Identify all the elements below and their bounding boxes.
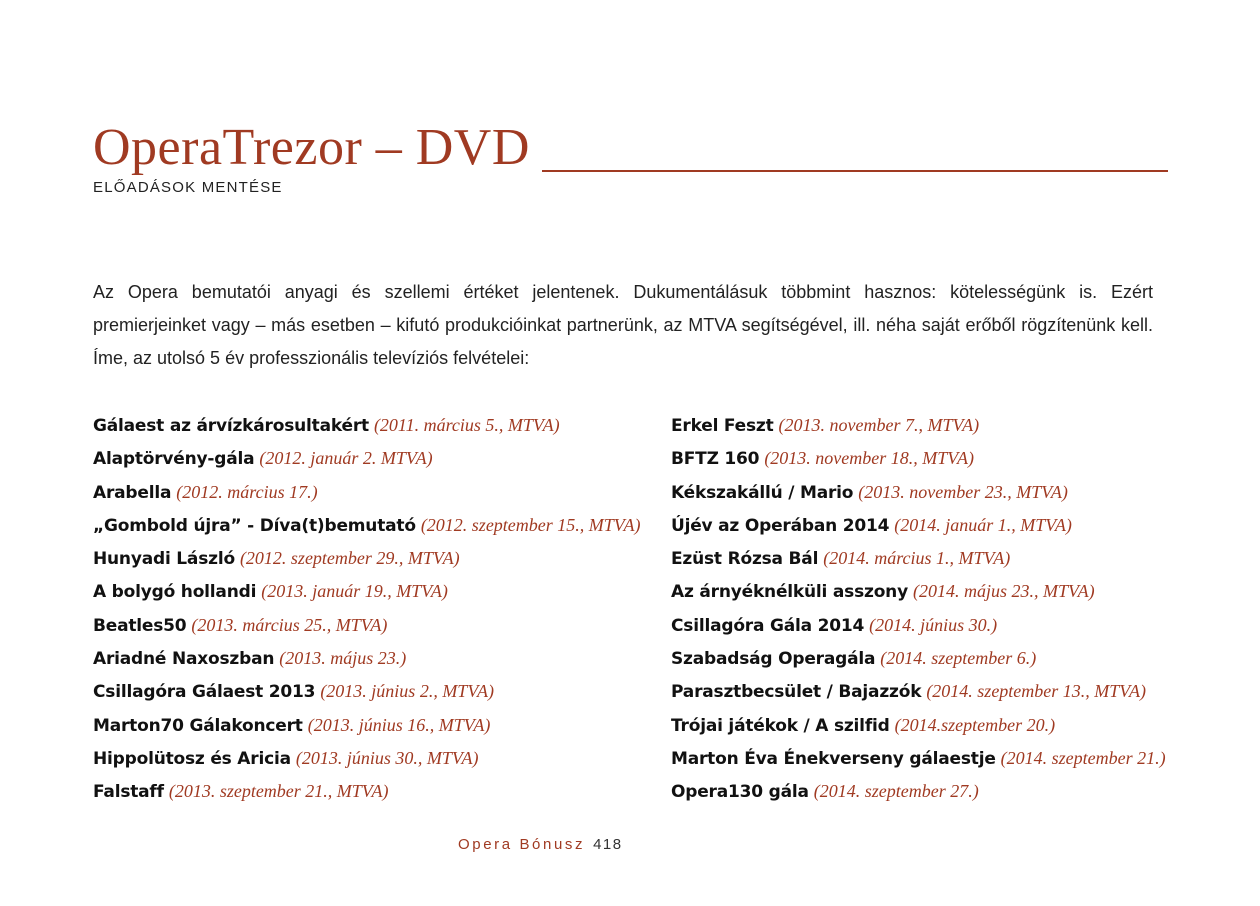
item-title: Szabadság Operagála bbox=[671, 649, 876, 670]
item-date: (2013. január 19., MTVA) bbox=[261, 581, 448, 602]
item-title: Arabella bbox=[93, 482, 172, 503]
item-date: (2014. május 23., MTVA) bbox=[912, 581, 1095, 602]
list-item bbox=[671, 642, 1231, 675]
item-title: Alaptörvény-gála bbox=[93, 449, 255, 470]
list-item bbox=[93, 575, 668, 608]
item-title: A bolygó hollandi bbox=[93, 582, 257, 603]
item-title: Marton70 Gálakoncert bbox=[93, 715, 303, 736]
intro-paragraph: Az Opera bemutatói anyagi és szellemi értéket jelentenek. Dukumentálásuk többmint hasznos: kötelességünk is. Ezért premierjeinket vagy – más esetben – kifutó produkcióinkat partnerünk, az MTVA segítségével, ill. néha saját erőből rögzítenünk kell. Íme, az utolsó 5 év professzionális televíziós felvételei: bbox=[93, 282, 1153, 368]
page-header bbox=[93, 118, 1168, 228]
item-date: (2014. szeptember 13., MTVA) bbox=[926, 681, 1146, 702]
item-date: (2014.szeptember 20.) bbox=[894, 714, 1056, 735]
item-title: Csillagóra Gála 2014 bbox=[671, 615, 865, 636]
page-number: 418 bbox=[593, 836, 623, 853]
page-footer bbox=[458, 836, 623, 853]
list-item bbox=[93, 742, 668, 775]
item-date: (2013. november 18., MTVA) bbox=[764, 448, 974, 469]
item-title: Ezüst Rózsa Bál bbox=[671, 549, 819, 570]
list-item bbox=[93, 775, 668, 808]
item-title: Újév az Operában 2014 bbox=[671, 515, 890, 536]
item-title: Kékszakállú / Mario bbox=[671, 482, 854, 503]
item-date: (2014. március 1., MTVA) bbox=[823, 548, 1011, 569]
list-item bbox=[671, 542, 1231, 575]
list-item bbox=[93, 642, 668, 675]
item-date: (2013. november 7., MTVA) bbox=[778, 415, 980, 435]
footer-label: Opera Bónusz bbox=[458, 836, 586, 853]
item-title: Ariadné Naxoszban bbox=[93, 649, 275, 670]
list-item bbox=[671, 742, 1231, 775]
item-title: Opera130 gála bbox=[671, 782, 809, 803]
list-item bbox=[671, 409, 1231, 442]
item-date: (2014. szeptember 21.) bbox=[1000, 747, 1166, 768]
item-date: (2013. november 23., MTVA) bbox=[858, 481, 1068, 502]
item-date: (2014. január 1., MTVA) bbox=[894, 514, 1072, 535]
item-title: Trójai játékok / A szilfid bbox=[671, 715, 890, 736]
list-item bbox=[671, 709, 1231, 742]
item-date: (2012. szeptember 15., MTVA) bbox=[420, 514, 641, 535]
recordings-list-right bbox=[671, 409, 1231, 809]
item-title: Beatles50 bbox=[93, 615, 187, 636]
list-item bbox=[671, 509, 1231, 542]
list-item bbox=[93, 509, 668, 542]
list-item bbox=[671, 609, 1231, 642]
item-title: „Gombold újra” - Díva(t)bemutató bbox=[93, 515, 416, 536]
item-date: (2012. szeptember 29., MTVA) bbox=[239, 548, 460, 569]
page-title: OperaTrezor – DVD bbox=[93, 119, 530, 176]
list-item bbox=[671, 775, 1231, 808]
item-date: (2013. június 2., MTVA) bbox=[320, 681, 494, 702]
item-date: (2012. január 2. MTVA) bbox=[259, 448, 433, 469]
item-title: Parasztbecsület / Bajazzók bbox=[671, 682, 922, 703]
title-row bbox=[93, 118, 1168, 178]
item-title: Csillagóra Gálaest 2013 bbox=[93, 682, 316, 703]
list-item bbox=[671, 476, 1231, 509]
list-item bbox=[93, 476, 668, 509]
recordings-list-left bbox=[93, 409, 668, 809]
item-date: (2014. szeptember 27.) bbox=[813, 781, 979, 802]
item-title: Gálaest az árvízkárosultakért bbox=[93, 416, 369, 436]
item-date: (2012. március 17.) bbox=[176, 481, 318, 502]
list-item bbox=[93, 675, 668, 708]
item-title: Az árnyéknélküli asszony bbox=[671, 582, 908, 603]
item-date: (2013. június 16., MTVA) bbox=[307, 714, 491, 735]
page-subtitle: ELŐADÁSOK MENTÉSE bbox=[93, 179, 283, 196]
item-date: (2011. március 5., MTVA) bbox=[373, 415, 560, 435]
item-title: Erkel Feszt bbox=[671, 416, 774, 436]
item-date: (2014. szeptember 6.) bbox=[880, 648, 1037, 669]
item-date: (2013. május 23.) bbox=[279, 648, 407, 669]
list-item bbox=[671, 442, 1231, 475]
list-item bbox=[93, 709, 668, 742]
item-title: Falstaff bbox=[93, 782, 164, 803]
list-item bbox=[671, 675, 1231, 708]
list-item bbox=[671, 575, 1231, 608]
item-title: Marton Éva Énekverseny gálaestje bbox=[671, 748, 996, 769]
item-title: Hippolütosz és Aricia bbox=[93, 748, 291, 769]
item-date: (2014. június 30.) bbox=[869, 614, 998, 635]
item-title: BFTZ 160 bbox=[671, 449, 760, 470]
list-item bbox=[93, 442, 668, 475]
item-date: (2013. szeptember 21., MTVA) bbox=[168, 781, 389, 802]
list-item bbox=[93, 609, 668, 642]
title-rule bbox=[542, 170, 1168, 172]
list-item bbox=[93, 542, 668, 575]
item-title: Hunyadi László bbox=[93, 549, 235, 570]
item-date: (2013. március 25., MTVA) bbox=[191, 614, 388, 635]
list-item bbox=[93, 409, 668, 442]
item-date: (2013. június 30., MTVA) bbox=[295, 747, 479, 768]
